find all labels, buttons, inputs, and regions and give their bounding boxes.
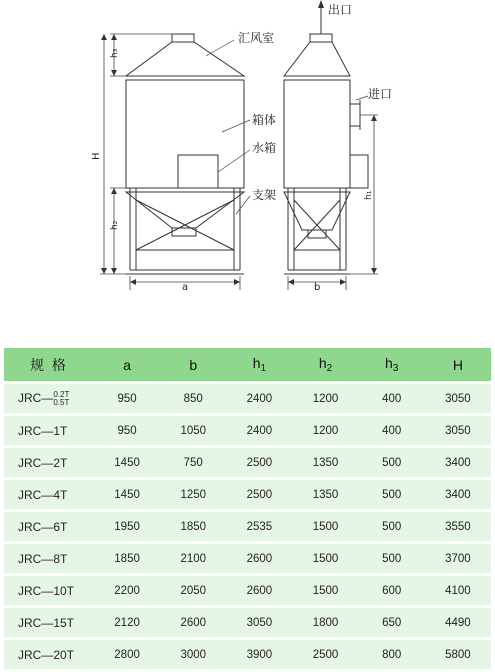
table-row (4, 544, 491, 573)
dim-h2-label: h₂ (110, 220, 120, 230)
label-support: 支架 (252, 188, 277, 202)
cell-h3: 650 (359, 608, 425, 637)
dim-h1-label: h₁ (364, 190, 374, 200)
header-model: 规 格 (4, 348, 94, 381)
cell-h1: 2500 (226, 480, 292, 509)
cell-b: 1850 (160, 512, 226, 541)
cell-b: 850 (160, 384, 226, 413)
cell-h1: 2600 (226, 576, 292, 605)
equipment-drawing (0, 0, 495, 330)
cell-a: 2120 (94, 608, 160, 637)
front-top-collar (172, 34, 194, 42)
cell-a: 1950 (94, 512, 160, 541)
cell-b: 1050 (160, 416, 226, 445)
model-cell: JRC—0.2T 0.5T (4, 384, 94, 413)
front-view (126, 34, 244, 274)
cell-h2: 1200 (292, 384, 358, 413)
cell-h3: 600 (359, 576, 425, 605)
table-row (4, 576, 491, 605)
cell-h2: 1350 (292, 448, 358, 477)
model-cell: JRC—6T (4, 512, 94, 541)
model-cell: JRC—20T (4, 640, 94, 669)
model-cell: JRC—2T (4, 448, 94, 477)
cell-h1: 2535 (226, 512, 292, 541)
cell-h1: 3900 (226, 640, 292, 669)
model-cell: JRC—8T (4, 544, 94, 573)
cell-b: 2050 (160, 576, 226, 605)
cell-H: 4490 (425, 608, 491, 637)
cell-h2: 1500 (292, 544, 358, 573)
label-water-tank: 水箱 (252, 141, 277, 155)
table-header-row (4, 348, 491, 381)
header-h2: $h_2$ (292, 348, 358, 381)
label-outlet: 出口 (328, 3, 353, 17)
cell-h1: 2400 (226, 416, 292, 445)
cell-h2: 1800 (292, 608, 358, 637)
cell-h1: 3050 (226, 608, 292, 637)
cell-b: 3000 (160, 640, 226, 669)
side-box-body (284, 80, 350, 188)
cell-H: 3550 (425, 512, 491, 541)
cell-b: 2100 (160, 544, 226, 573)
cell-H: 5800 (425, 640, 491, 669)
cell-h3: 500 (359, 512, 425, 541)
header-H: H (425, 348, 491, 381)
label-collector: 汇风室 (238, 31, 275, 45)
cell-h3: 400 (359, 384, 425, 413)
cell-H: 3050 (425, 384, 491, 413)
side-inlet-flange (350, 104, 360, 126)
spec-table (4, 345, 491, 672)
cell-H: 4100 (425, 576, 491, 605)
header-a: a (94, 348, 160, 381)
header-b: b (160, 348, 226, 381)
cell-h1: 2600 (226, 544, 292, 573)
side-water-tank (350, 155, 368, 188)
table-row (4, 416, 491, 445)
front-cone (126, 192, 244, 228)
cell-h2: 1500 (292, 576, 358, 605)
label-box-body: 箱体 (252, 113, 277, 127)
dim-a-label: a (182, 282, 189, 293)
cell-a: 950 (94, 384, 160, 413)
cell-H: 3400 (425, 480, 491, 509)
cell-a: 1450 (94, 448, 160, 477)
front-box-body (126, 80, 244, 188)
cell-h3: 800 (359, 640, 425, 669)
table-row (4, 384, 491, 413)
side-collector-hood (284, 42, 350, 76)
cell-h3: 500 (359, 448, 425, 477)
cell-h1: 2500 (226, 448, 292, 477)
cell-a: 1850 (94, 544, 160, 573)
cell-a: 1450 (94, 480, 160, 509)
front-water-tank (178, 155, 218, 188)
cell-H: 3700 (425, 544, 491, 573)
spec-table-container (4, 345, 491, 662)
dim-h3-label: h₃ (110, 48, 120, 58)
table-row (4, 448, 491, 477)
table-row (4, 608, 491, 637)
table-row (4, 640, 491, 669)
cell-a: 2800 (94, 640, 160, 669)
cell-b: 2600 (160, 608, 226, 637)
cell-a: 950 (94, 416, 160, 445)
cell-h3: 500 (359, 544, 425, 573)
side-view (284, 4, 368, 274)
dim-H-label: H (91, 152, 102, 160)
cell-h2: 2500 (292, 640, 358, 669)
model-cell: JRC—10T (4, 576, 94, 605)
outlet-arrow-icon (318, 0, 324, 8)
header-h3: $h_3$ (359, 348, 425, 381)
dim-b-label: b (314, 282, 321, 293)
label-inlet: 进口 (368, 87, 393, 101)
cell-b: 1250 (160, 480, 226, 509)
cell-h3: 500 (359, 480, 425, 509)
table-row (4, 480, 491, 509)
cell-h2: 1350 (292, 480, 358, 509)
model-cell: JRC—4T (4, 480, 94, 509)
header-h1: $h_1$ (226, 348, 292, 381)
cell-h1: 2400 (226, 384, 292, 413)
cell-h2: 1500 (292, 512, 358, 541)
cell-h3: 400 (359, 416, 425, 445)
cell-a: 2200 (94, 576, 160, 605)
model-cell: JRC—1T (4, 416, 94, 445)
cell-h2: 1200 (292, 416, 358, 445)
cell-H: 3050 (425, 416, 491, 445)
cell-H: 3400 (425, 448, 491, 477)
table-row (4, 512, 491, 541)
cell-b: 750 (160, 448, 226, 477)
front-collector-hood (126, 42, 244, 76)
model-cell: JRC—15T (4, 608, 94, 637)
